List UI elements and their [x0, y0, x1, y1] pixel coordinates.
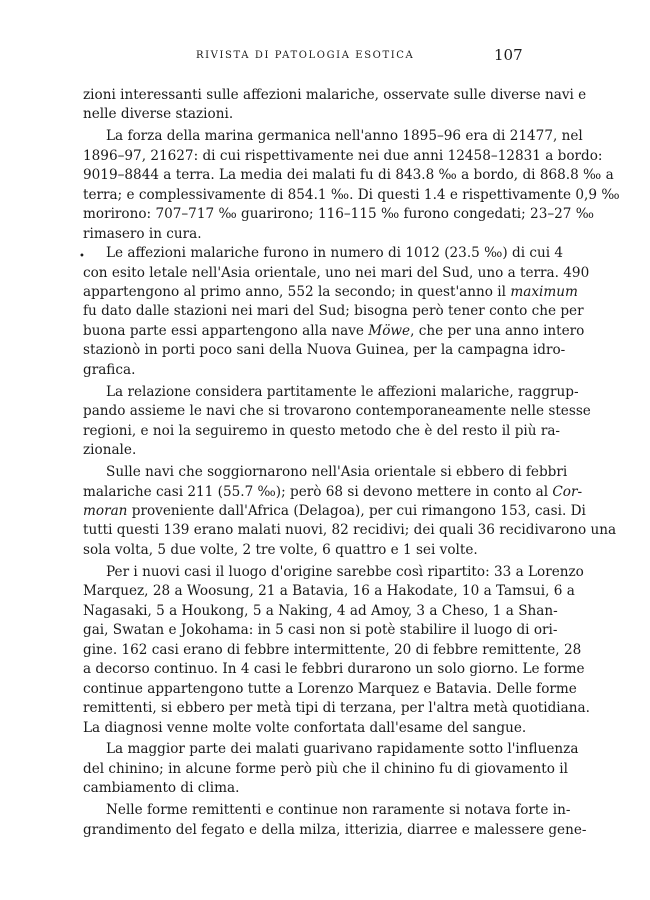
- running-head: RIVISTA DI PATOLOGIA ESOTICA: [196, 50, 415, 61]
- bullet-mark: •: [79, 251, 85, 263]
- text-line: tutti questi 139 erano malati nuovi, 82 recidivi; dei quali 36 recidivarono una: [83, 522, 617, 539]
- text-line: del chinino; in alcune forme però più che il chinino fu di giovamento il: [83, 760, 568, 777]
- paragraph-4: [83, 383, 591, 461]
- italic-ship-name: Möwe: [368, 322, 411, 339]
- text-segment: malariche casi 211 (55.7 ‰); però 68 si devono mettere in conto al: [83, 483, 553, 500]
- text-line: con esito letale nell'Asia orientale, uno nei mari del Sud, uno a terra. 490: [83, 264, 590, 281]
- text-line: Nelle forme remittenti e continue non raramente si notava forte in-: [106, 802, 571, 819]
- text-line: La relazione considera partitamente le affezioni malariche, raggrup-: [106, 383, 579, 400]
- text-line: 9019–8844 a terra. La media dei malati fu di 843.8 ‰ a bordo, di 868.8 ‰ a: [83, 167, 614, 184]
- text-line: Sulle navi che soggiornarono nell'Asia orientale si ebbero di febbri: [106, 464, 568, 481]
- text-line: [83, 283, 578, 302]
- paragraph-6: [83, 563, 590, 738]
- text-line: stazionò in porti poco sani della Nuova Guinea, per la campagna idro-: [83, 342, 566, 359]
- text-line: [83, 483, 583, 502]
- text-segment: appartengono al primo anno, 552 la secondo; in quest'anno il: [83, 284, 511, 301]
- text-line: Nagasaki, 5 a Houkong, 5 a Naking, 4 ad Amoy, 3 a Cheso, 1 a Shan-: [83, 602, 558, 619]
- text-line: Marquez, 28 a Woosung, 21 a Batavia, 16 a Hakodate, 10 a Tamsui, 6 a: [83, 583, 575, 600]
- text-line: rimasero in cura.: [83, 225, 202, 242]
- text-line: regioni, e noi la seguiremo in questo metodo che è del resto il più ra-: [83, 422, 561, 439]
- page-number: 107: [494, 46, 523, 64]
- body-text: [79, 86, 620, 840]
- text-line: Per i nuovi casi il luogo d'origine sarebbe così ripartito: 33 a Lorenzo: [106, 563, 584, 580]
- text-line: gine. 162 casi erano di febbre intermittente, 20 di febbre remittente, 28: [83, 641, 582, 658]
- paragraph-3: [79, 244, 590, 380]
- text-line: grafica.: [83, 361, 136, 378]
- text-line: [83, 502, 586, 521]
- text-line: nelle diverse stazioni.: [83, 106, 234, 123]
- text-segment: , che per una anno intero: [410, 322, 585, 339]
- text-line: continue appartengono tutte a Lorenzo Marquez e Batavia. Delle forme: [83, 680, 577, 697]
- paragraph-5: [83, 463, 617, 560]
- text-line: a decorso continuo. In 4 casi le febbri durarono un solo giorno. Le forme: [83, 661, 585, 678]
- paragraph-1: [83, 86, 587, 125]
- text-line: Le affezioni malariche furono in numero di 1012 (23.5 ‰) di cui 4: [106, 245, 564, 262]
- text-line: remittenti, si ebbero per metà tipi di terzana, per l'altra metà quotidiana.: [83, 700, 590, 717]
- text-line: terra; e complessivamente di 854.1 ‰. Di questi 1.4 e rispettivamente 0,9 ‰: [83, 186, 620, 203]
- text-line: fu dato dalle stazioni nei mari del Sud; bisogna però tener conto che per: [83, 303, 584, 320]
- text-segment: buona parte essi appartengono alla nave: [83, 322, 369, 339]
- text-line: zioni interessanti sulle affezioni malariche, osservate sulle diverse navi e: [83, 87, 587, 103]
- text-line: La maggior parte dei malati guarivano rapidamente sotto l'influenza: [106, 741, 579, 758]
- text-line: grandimento del fegato e della milza, itterizia, diarree e malessere gene-: [83, 821, 587, 838]
- text-line: cambiamento di clima.: [83, 780, 240, 797]
- text-line: 1896–97, 21627: di cui rispettivamente nei due anni 12458–12831 a bordo:: [83, 147, 603, 164]
- text-line: sola volta, 5 due volte, 2 tre volte, 6 quattro e 1 sei volte.: [83, 541, 478, 558]
- text-line: zionale.: [83, 442, 137, 459]
- italic-ship-name: moran: [83, 503, 128, 520]
- paragraph-7: [83, 740, 579, 798]
- text-line: gai, Swatan e Jokohama: in 5 casi non si potè stabilire il luogo di ori-: [83, 622, 558, 639]
- text-segment: proveniente dall'Africa (Delagoa), per cui rimangono 153, casi. Di: [127, 503, 586, 520]
- text-line: La diagnosi venne molte volte confortata dall'esame del sangue.: [83, 719, 527, 736]
- italic-ship-name: Cor-: [552, 483, 583, 500]
- text-line: pando assieme le navi che si trovarono contemporaneamente nelle stesse: [83, 403, 591, 420]
- text-line: morirono: 707–717 ‰ guarirono; 116–115 ‰ furono congedati; 23–27 ‰: [83, 206, 595, 223]
- text-line: La forza della marina germanica nell'anno 1895–96 era di 21477, nel: [106, 128, 583, 145]
- italic-term: maximum: [510, 284, 578, 301]
- text-line: [83, 322, 585, 341]
- paragraph-2: [83, 127, 620, 244]
- paragraph-8: [83, 801, 587, 840]
